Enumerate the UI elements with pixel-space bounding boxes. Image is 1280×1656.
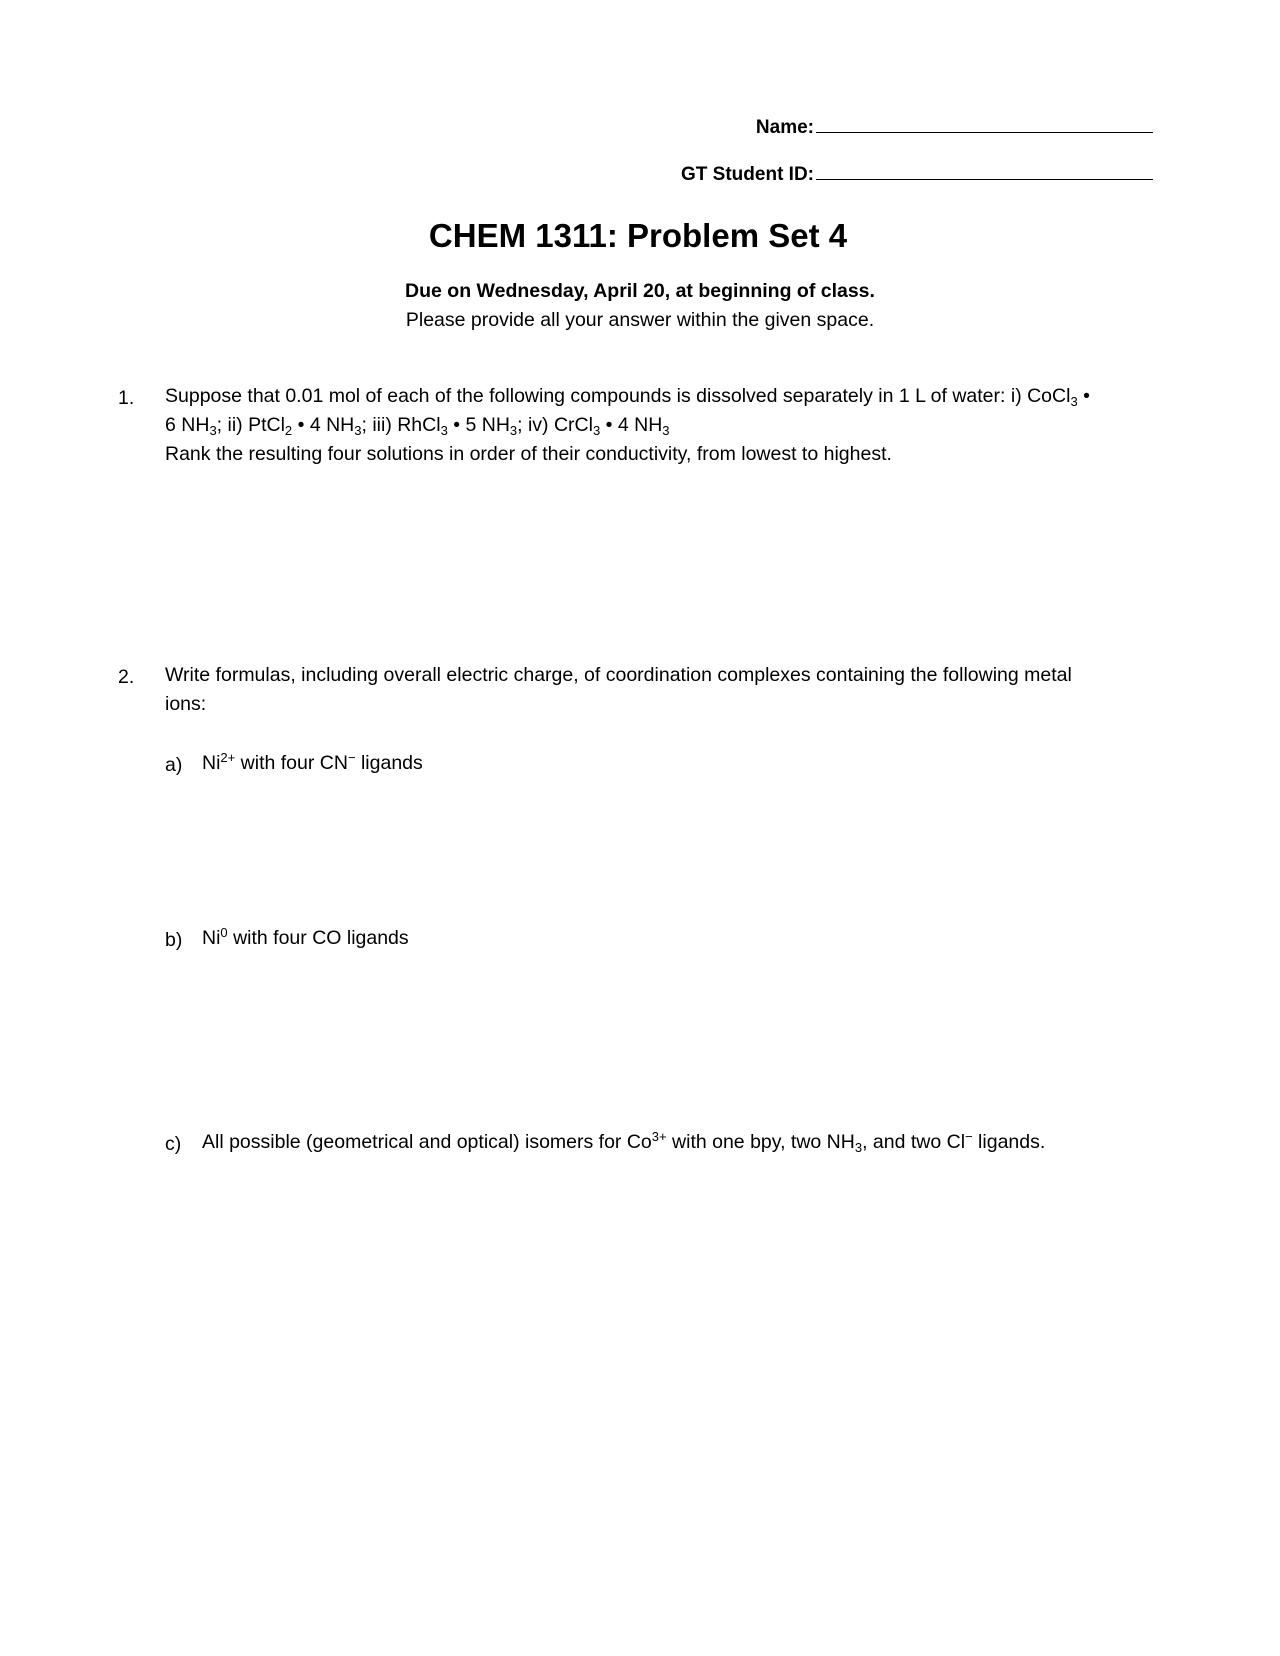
- q1-subscript: 3: [509, 423, 518, 438]
- question-2-line-1: Write formulas, including overall electric charge, of coordination complexes containing the following metal: [165, 664, 1072, 686]
- question-1-line-2: [165, 411, 1090, 440]
- part-a-superscript: 2+: [220, 750, 236, 765]
- q1-subscript: 3: [1070, 394, 1078, 409]
- question-1-number: 1.: [118, 387, 135, 409]
- q1-text-part: ; iv) CrCl: [517, 414, 593, 436]
- name-label: Name:: [755, 117, 814, 138]
- part-a-label: a): [165, 754, 183, 776]
- q1-subscript: 3: [592, 423, 601, 438]
- part-a-text-part: with four CN: [235, 752, 348, 774]
- q1-text-part: ; iii) RhCl: [361, 414, 441, 436]
- instructions-line: Please provide all your answer within the given space.: [405, 309, 875, 331]
- part-b-text: [202, 924, 409, 953]
- student-id-label: GT Student ID:: [681, 164, 814, 185]
- part-c-superscript: −: [965, 1129, 973, 1144]
- part-b-label: b): [165, 929, 183, 951]
- part-b-text-part: Ni: [202, 927, 221, 949]
- part-a-text-part: Ni: [202, 752, 221, 774]
- q1-subscript: 2: [284, 423, 293, 438]
- q1-subscript: 3: [209, 423, 217, 438]
- part-c-subscript: 3: [854, 1140, 863, 1155]
- part-a-text-part: ligands: [355, 752, 423, 774]
- q1-text-part: 6 NH: [165, 414, 210, 436]
- part-a-superscript: −: [347, 750, 356, 765]
- question-1-line-3: Rank the resulting four solutions in order of their conductivity, from lowest to highest.: [165, 443, 892, 465]
- name-blank-line[interactable]: [816, 116, 1153, 133]
- question-1-line-1: [165, 382, 1090, 411]
- q1-text-part: • 4 NH: [292, 414, 355, 436]
- q1-text-part: ; ii) PtCl: [216, 414, 285, 436]
- part-c-text-part: All possible (geometrical and optical) isomers for Co: [202, 1131, 652, 1153]
- name-field[interactable]: [756, 116, 1153, 139]
- student-id-field[interactable]: [681, 163, 1153, 186]
- question-2-line-2: ions:: [165, 693, 207, 715]
- page-title: CHEM 1311: Problem Set 4: [428, 217, 848, 254]
- q1-subscript: 3: [662, 423, 670, 438]
- question-2-text: [165, 661, 1072, 719]
- due-line: Due on Wednesday, April 20, at beginning of class.: [405, 280, 875, 302]
- part-c-text-part: ligands.: [972, 1131, 1046, 1153]
- q1-text-part: • 5 NH: [447, 414, 510, 436]
- part-c-text-part: , and two Cl: [862, 1131, 966, 1153]
- part-b-superscript: 0: [220, 925, 228, 940]
- part-c-text-part: with one bpy, two NH: [666, 1131, 855, 1153]
- part-a-text: [202, 749, 423, 778]
- part-b-text-part: with four CO ligands: [227, 927, 409, 949]
- question-2-number: 2.: [118, 666, 135, 688]
- q1-text-part: •: [1077, 385, 1090, 407]
- q1-subscript: 3: [440, 423, 448, 438]
- q1-subscript: 3: [354, 423, 362, 438]
- q1-text-part: • 4 NH: [600, 414, 663, 436]
- q1-text-part: Suppose that 0.01 mol of each of the following compounds is dissolved separately in 1 L of water: i) CoCl: [165, 385, 1071, 407]
- part-c-text: [202, 1128, 1045, 1157]
- question-1-text: [165, 382, 1090, 469]
- student-id-blank-line[interactable]: [816, 163, 1153, 180]
- part-c-label: c): [165, 1133, 182, 1155]
- part-c-superscript: 3+: [651, 1129, 667, 1144]
